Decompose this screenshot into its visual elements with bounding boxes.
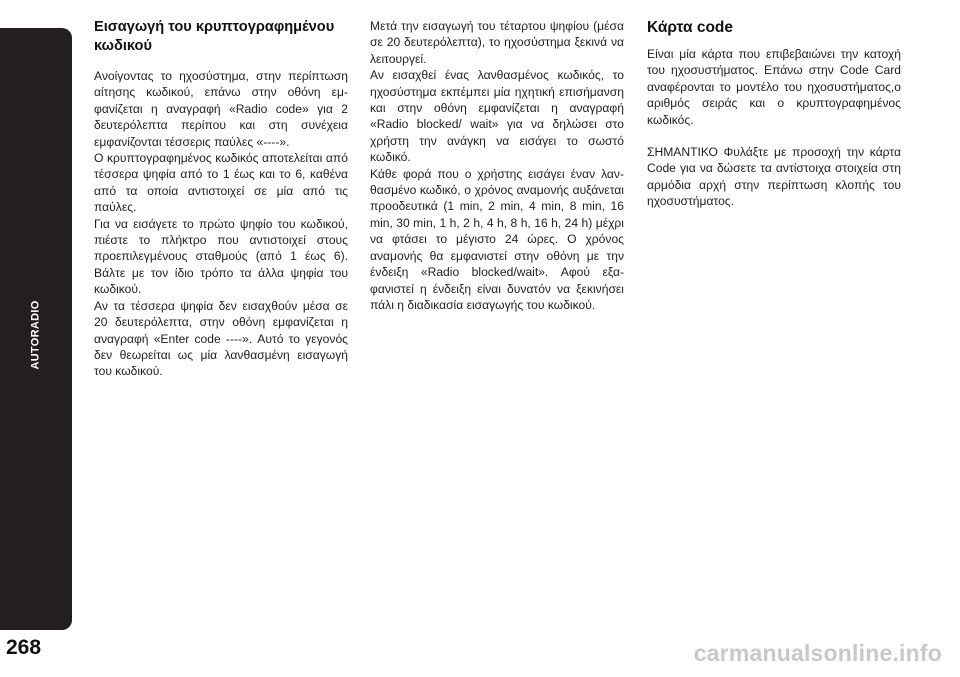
column-code-card (647, 18, 901, 210)
section-label: AUTORADIO (30, 300, 43, 370)
section-heading-code-entry: Εισαγωγή του κρυπτογραφημένου κωδικού (94, 19, 335, 54)
paragraph: Μετά την εισαγωγή του τέταρτου ψηφίου (μέσα σε 20 δευτερόλεπτα), το ηχοσύστημα ξεκινά να λειτουργεί. (370, 19, 624, 66)
watermark: carmanualsonline.info (693, 640, 942, 666)
paragraph: Ο κρυπτογραφημένος κωδικός αποτελείται από τέσσερα ψηφία από το 1 έως και το 6, καθένα από τα οποία αντιστοιχεί σε μία από τις παύλες. (94, 151, 348, 215)
column-code-entry (94, 18, 348, 380)
paragraph: Αν τα τέσσερα ψηφία δεν εισαχθούν μέσα σε 20 δευτερόλεπτα, στην οθόνη εμφανίζεται η αναγραφή «Enter code ----». Αυτό το γεγονός δεν θεωρείται ως μία λανθασμένη εισαγωγή του κωδικού. (94, 298, 348, 379)
section-heading-code-card: Κάρτα code (647, 19, 734, 36)
page-number: 268 (6, 636, 42, 659)
paragraph-important: ΣΗΜΑΝΤΙΚΟ Φυλάξτε με προσοχή την κάρτα Code για να δώσετε τα αντίστοιχα στοιχεία στη αρμόδια αρχή στην περίπτωση κλοπής του ηχοσυστήματος. (647, 145, 901, 209)
paragraph: Για να εισάγετε το πρώτο ψηφίο του κωδικού, πιέστε το πλήκτρο που αντιστοιχεί στους προεπιλεγμένους σταθμούς (από 1 έως 6). Βάλτε με τον ίδιο τρόπο τα άλλα ψηφία του κωδικού. (94, 216, 348, 297)
paragraph: Ανοίγοντας το ηχοσύστημα, στην περίπτωση αίτησης κωδικού, επάνω στην οθόνη εμφανίζεται η αναγραφή «Radio code» για 2 δευτερόλεπτα περίπου και στη συνέχεια εμφανίζονται τέσσερις παύλες «----». (94, 69, 348, 149)
column-code-continued (370, 18, 624, 313)
paragraph: Κάθε φορά που ο χρήστης εισάγει έναν λανθασμένο κωδικό, ο χρόνος αναμονής αυξάνεται προοδευτικά (1 min, 2 min, 4 min, 8 min, 16 min, 30 min, 1 h, 2 h, 4 h, 8 h, 16 h, 24 h) μέχρι να φτάσει το μέγιστο 24 ώρες. Ο χρόνος αναμονής θα εμφανιστεί στην οθόνη με την ένδειξη «Radio blocked/wait». Αφού εξαφανιστεί η ένδειξη είναι δυνατόν να ξεκινήσει πάλι η διαδικασία εισαγωγής του κωδικού. (370, 166, 624, 312)
paragraph: Αν εισαχθεί ένας λανθασμένος κωδικός, το ηχοσύστημα εκπέμπει μία ηχητική επισήμανση και στην οθόνη εμφανίζεται η αναγραφή «Radio blocked/ wait» για να δηλώσει στο χρήστη την ανάγκη να εισάγει το σωστό κωδικό. (370, 68, 624, 165)
paragraph: Είναι μία κάρτα που επιβεβαιώνει την κατοχή του ηχοσυστήματος. Επάνω στην Code Card αναφέρονται το μοντέλο του ηχοσυστήματος,ο αριθμός σειράς και ο κρυπτογραφημένος κωδικός. (647, 47, 901, 127)
